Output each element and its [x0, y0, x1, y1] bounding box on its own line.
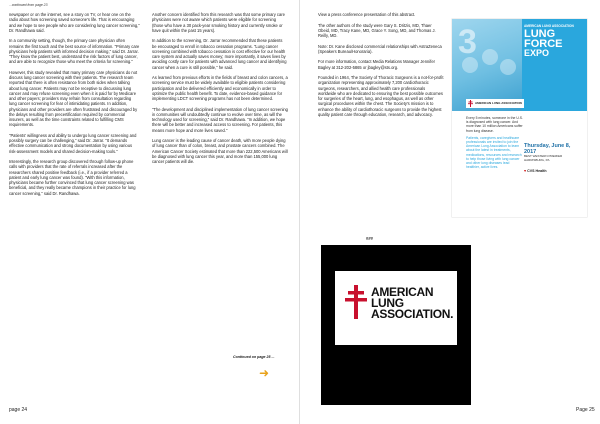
ad-venue: BEST WESTERN PREMIER HARRISBURG, PA: [524, 154, 563, 162]
ad-title-force: FORCE: [524, 37, 563, 50]
ala-logo-card: [335, 271, 457, 345]
continued-from-label: ...continued from page 23: [9, 3, 48, 7]
paragraph: Interestingly, the research group discovered through follow-up phone calls with providers that the rate of referrals increased after the researchers shared positive feedback (i.e., if a provider referred a patient and early lung cancer was found). "With this information, physicians became further convinced that lung cancer screening was beneficial, and they really became champions in their practice for lung cancer screening," said Dr. Randhawa.: [9, 159, 136, 196]
page-number-right: Page 25: [576, 407, 595, 413]
paragraph: Note: Dr. Kane disclosed commercial relationships with AstraZeneca (Speakers Bureau/Honoraria).: [318, 43, 442, 54]
ad-body-1: [466, 116, 524, 169]
ad-date: Thursday, June 8, 2017: [524, 143, 571, 155]
paragraph[interactable]: View a press conference presentation of this abstract.: [318, 12, 416, 17]
paragraph: In addition to the screening, Dr. Jarrar recommended that these patients be encouraged to enroll in tobacco cessation programs. "Lung cancer screening combined with tobacco cessation is cost effective for our health care system and actually saves money; more importantly, it saves lives by avoiding costly care for patients with advanced lung cancer and identifying cancer when a cure is still possible," he said.: [152, 38, 287, 70]
paragraph: Founded in 1964, The Society of Thoracic Surgeons is a not-for-profit organization representing approximately 7,200 cardiothoracic surgeons, researchers, and allied health care professionals worldwide who are dedicated to ensuring the best possible outcomes for surgeries of the heart, lung, and esophagus, as well as other surgical procedures within the chest. The Society's mission is to enhance the ability of cardiothoracic surgeons to provide the highest quality patient care through education, research, and advocacy.: [318, 75, 444, 117]
paragraph: For more information, contact Media Relations Manager Jennifer Bagley at 312-202-5865 or jbagley@sts.org.: [318, 59, 435, 70]
column-2: [152, 12, 288, 170]
paragraph: However, this study revealed that many primary care physicians do not discuss lung cancer screening with their patients. The research team reported that there is often resistance from both sides when talking about lung cancer. Patients may not be receptive to discussing lung cancer and may refuse screening even when it is paid for by Medicare and other payers; providers may refrain from consultation regarding lung cancer screening for fear of intimidating patients. In addition, physicians and other providers are often frustrated and discouraged by the delays resulting from precertification required by commercial insurers, as well as the time constraints related to fulfilling CMS requirements.: [9, 69, 138, 128]
ala-wordmark: [371, 287, 453, 320]
ala-word-3: ASSOCIATION.: [371, 307, 454, 321]
lorraine-cross-icon: [345, 285, 367, 319]
ad-big-number: 3: [458, 23, 477, 61]
ad-logo: [524, 25, 582, 58]
ad-body-text: Every 5 minutes, someone in the U.S. is diagnosed with lung cancer. And more than 10 million Americans suffer from lung disease.: [466, 116, 523, 133]
ala-word-2: LUNG: [371, 296, 404, 310]
ad-sponsor-text: CVS Health: [527, 169, 547, 173]
ad-ala-mini-logo: [466, 99, 524, 108]
ala-logo-panel: [321, 245, 471, 405]
paragraph: "Patients' willingness and ability to undergo lung cancer screening and possibly surgery can be challenging," said Dr. Jarrar. "It demands effective communication and strong documentation by using various risk-assessment models and shared decision-making tools.": [9, 132, 137, 154]
ad-brand-line: AMERICAN LUNG ASSOCIATION: [524, 24, 574, 28]
paragraph: As learned from previous efforts in the fields of breast and colon cancers, a screening service must be widely available to eligible patients considering participation and be delivered efficiently and economically in order to optimize the public health benefit. To date, evidence-based guidance for implementing LDCT screening programs has not been determined.: [152, 75, 288, 101]
arrow-right-icon[interactable]: ➜: [259, 366, 270, 380]
continued-on-label: Continued on page 25 ...: [233, 355, 275, 359]
paragraph: In a community setting, though, the primary care physician often remains the first touch and the best source of information. "Primary care physicians help patients with informed decision making," said Dr. Jarrar. "They know the patient best, understand the risk factors of lung cancer, and are able to recognize those who meet the criteria for screening.": [9, 38, 140, 65]
page-number-left: page 24: [9, 407, 28, 413]
paragraph: Another concern identified from this research was that some primary care physicians were not aware which patients were eligible for screening (those who have a 30 pack-year smoking history and currently smoke or have quit within the past 15 years).: [152, 12, 285, 33]
ad-title-expo: EXPO: [524, 47, 550, 58]
paragraph: "The development and disciplined implementation of lung cancer screening in communities will undoubtedly continue to evolve over time, as will the technology used for screening," said Dr. Randhawa. "In addition, we hope there will be better and increased access to screening. For patients, this means more hope and more lives saved.": [152, 106, 288, 133]
paragraph: newspaper or on the internet, see a story on TV, or hear one on the radio about how screening saved someone's life. That is encouraging and we hope to see people who are considering lung cancer screening," Dr. Randhawa said.: [9, 12, 140, 33]
ad-title-lung: LUNG: [524, 27, 556, 40]
paragraph: The other authors of the study were Gary S. Dritzis, MD, Thaer Obeid, MD, Tracy Kane, MD, Grace Y. Song, MD, and Thomas J. Reilly, MD.: [318, 22, 436, 38]
lung-force-expo-ad[interactable]: [452, 19, 587, 217]
column-1: [9, 12, 140, 201]
ad-body-text-2: Patients, caregivers and healthcare professionals are invited to join the American Lung Association to learn about the latest in treatments, medications, resources and research to help those living with lung cancer and other lung diseases lead healthier, active lives.: [466, 135, 522, 170]
heart-icon: ♥: [524, 169, 527, 173]
ad-ala-mini-text: AMERICAN LUNG ASSOCIATION: [475, 100, 522, 105]
ala-word-1: AMERICAN: [371, 285, 434, 299]
end-mark: ###: [366, 236, 373, 241]
lorraine-cross-icon: [468, 100, 473, 107]
ad-sponsor: [524, 169, 547, 173]
paragraph: Lung cancer is the leading cause of cancer death, with more people dying of lung cancer than of colon, breast, and prostate cancers combined. The American Cancer Society estimated that more than 222,500 Americans will be diagnosed with lung cancer this year, and more than 155,000 lung cancer patients will die.: [152, 138, 288, 164]
column-3: [318, 12, 444, 122]
